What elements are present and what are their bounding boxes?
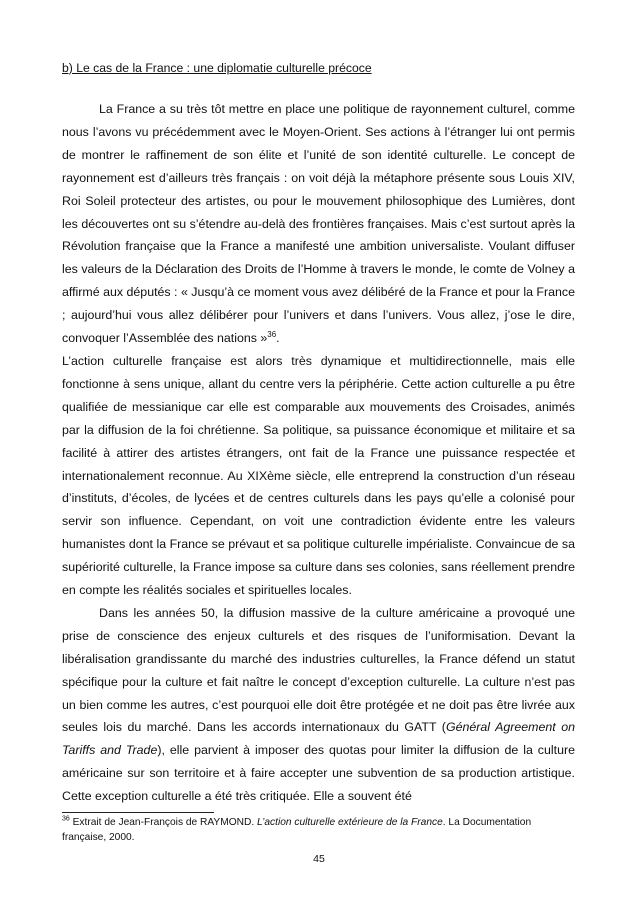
paragraph-1-text: La France a su très tôt mettre en place une politique de rayonnement culturel, comme nous l’avons vu précédemment avec le Moyen-Orient. Ses actions à l’étranger lui ont permis de montrer le raffinement de son élite et l’unité de son identité culturelle. Le concept de rayonnement est d’ailleurs très français : on voit déjà la métaphore présente sous Louis XIV, Roi Soleil protecteur des artistes, ou pour le mouvement philosophique des Lumières, dont les découvertes ont su s’étendre au-delà des frontières françaises. Mais c’est surtout après la Révolution française que la France a manifesté une ambition universaliste. Voulant diffuser les valeurs de la Déclaration des Droits de l’Homme à travers le monde, le comte de Volney a affirmé aux députés : « Jusqu’à ce moment vous avez délibéré de la France et pour la France ; aujourd’hui vous allez délibérer pour l’univers et dans l’univers. Vous allez, j’ose le dire, convoquer l’Assemblée des nations » bbox=[62, 102, 575, 346]
footnote-book-title: L’action culturelle extérieure de la France bbox=[257, 817, 443, 828]
paragraph-1 bbox=[62, 98, 575, 350]
page-number: 45 bbox=[313, 853, 325, 865]
footnote-text-start: Extrait de Jean-François de RAYMOND. bbox=[69, 817, 258, 828]
footnote-number: 36 bbox=[62, 815, 70, 823]
section-heading: b) Le cas de la France : une diplomatie culturelle précoce bbox=[62, 61, 372, 75]
footnote-reference[interactable]: 36 bbox=[267, 329, 277, 339]
paragraph-2: L’action culturelle française est alors très dynamique et multidirectionnelle, mais elle fonctionne à sens unique, allant du centre vers la périphérie. Cette action culturelle a pu être qualifiée de messianique car elle est comparable aux mouvements des Croisades, animés par la diffusion de la foi chrétienne. Sa politique, sa puissance économique et militaire et sa facilité à attirer des artistes étrangers, ont fait de la France une puissance respectée et internationalement reconnue. Au XIXème siècle, elle entreprend la construction d’un réseau d’instituts, d’écoles, de lycées et de centres culturels dans les pays qu’elle a colonisé pour servir son influence. Cependant, on voit une contradiction évidente entre les valeurs humanistes dont la France se prévaut et sa politique culturelle impérialiste. Convaincue de sa supériorité culturelle, la France impose sa culture dans ses colonies, sans réellement prendre en compte les réalités sociales et spirituelles locales. bbox=[62, 353, 575, 598]
footnote-separator bbox=[62, 812, 214, 813]
paragraph-3-italic-term: Général Agreement on Tariffs and Trade bbox=[62, 720, 576, 758]
paragraph-3-text-end: ), elle parvient à imposer des quotas pour limiter la diffusion de la culture américaine sur son territoire et à faire accepter une subvention de sa production artistique. Cette exception culturelle a été très critiquée. Elle a souvent été bbox=[62, 743, 575, 804]
body-text bbox=[62, 98, 575, 808]
footnote-text-end: . La Documentation française, 2000. bbox=[62, 817, 532, 843]
page-content bbox=[62, 60, 575, 808]
paragraph-1-end: . bbox=[276, 331, 280, 346]
footnote bbox=[62, 816, 575, 845]
paragraph-3 bbox=[62, 602, 575, 808]
paragraph-3-text-start: Dans les années 50, la diffusion massive de la culture américaine a provoqué une prise de conscience des enjeux culturels et des risques de l’uniformisation. Devant la libéralisation grandissante du marché des industries culturelles, la France défend un statut spécifique pour la culture et fait naître le concept d’exception culturelle. La culture n’est pas un bien comme les autres, c’est pourquoi elle doit être protégée et ne doit pas être livrée aux seules lois du marché. Dans les accords internationaux du GATT ( bbox=[62, 605, 575, 735]
